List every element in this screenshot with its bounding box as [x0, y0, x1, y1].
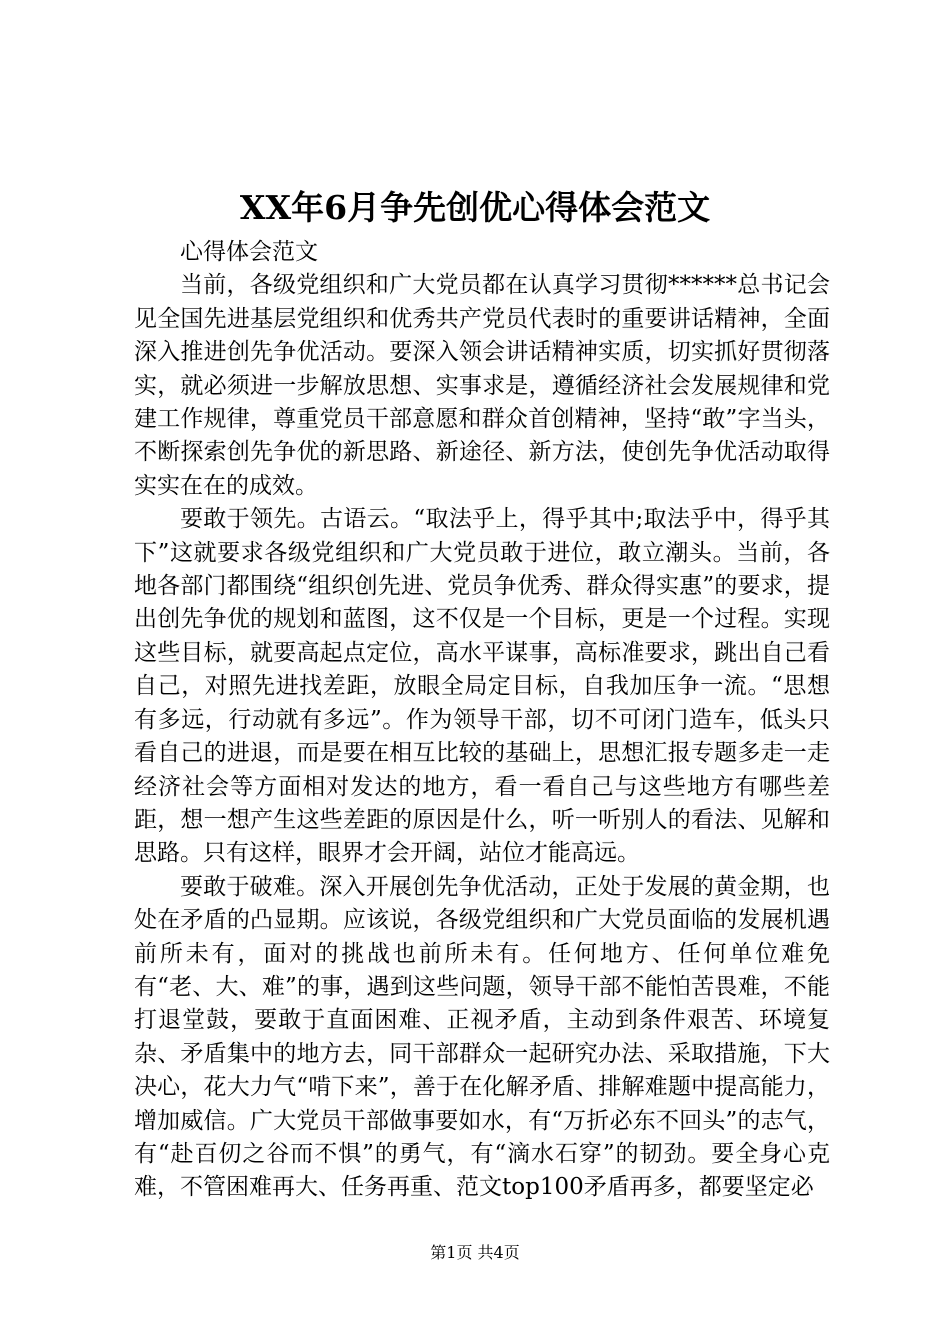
document-subtitle: 心得体会范文	[180, 239, 318, 265]
page-number: 第1页 共4页	[430, 1243, 520, 1262]
document-title: XX年6月争先创优心得体会范文	[239, 188, 711, 227]
paragraph: 要敢于领先。古语云。“取法乎上，得乎其中;取法乎中，得乎其下”这就要求各级党组织和广大党员敢于进位，敢立潮头。当前，各地各部门都围绕“组织创先进、党员争优秀、群众得实惠”的要求，提出创先争优的规划和蓝图，这不仅是一个目标，更是一个过程。实现这些目标，就要高起点定位，高水平谋事，高标准要求，跳出自己看自己，对照先进找差距，放眼全局定目标，自我加压争一流。“思想有多远，行动就有多远”。作为领导干部，切不可闭门造车，低头只看自己的进退，而是要在相互比较的基础上，思想汇报专题多走一走经济社会等方面相对发达的地方，看一看自己与这些地方有哪些差距，想一想产生这些差距的原因是什么，听一听别人的看法、见解和思路。只有这样，眼界才会开阔，站位才能高远。	[134, 506, 830, 867]
document-body	[134, 236, 830, 1205]
paragraph: 当前，各级党组织和广大党员都在认真学习贯彻******总书记会见全国先进基层党组织和优秀共产党员代表时的重要讲话精神，全面深入推进创先争优活动。要深入领会讲话精神实质，切实抓好贯彻落实，就必须进一步解放思想、实事求是，遵循经济社会发展规律和党建工作规律，尊重党员干部意愿和群众首创精神，坚持“敢”字当头，不断探索创先争优的新思路、新途径、新方法，使创先争优活动取得实实在在的成效。	[134, 272, 830, 499]
paragraph: 要敢于破难。深入开展创先争优活动，正处于发展的黄金期，也处在矛盾的凸显期。应该说，各级党组织和广大党员面临的发展机遇前所未有，面对的挑战也前所未有。任何地方、任何单位难免有“老、大、难”的事，遇到这些问题，领导干部不能怕苦畏难，不能打退堂鼓，要敢于直面困难、正视矛盾，主动到条件艰苦、环境复杂、矛盾集中的地方去，同干部群众一起研究办法、采取措施，下大决心，花大力气“啃下来”，善于在化解矛盾、排解难题中提高能力，增加威信。广大党员干部做事要如水，有“万折必东不回头”的志气，有“赴百仞之谷而不惧”的勇气，有“滴水石穿”的韧劲。要全身心克难，不管困难再大、任务再重、范文top100矛盾再多，都要坚定必	[134, 873, 830, 1201]
